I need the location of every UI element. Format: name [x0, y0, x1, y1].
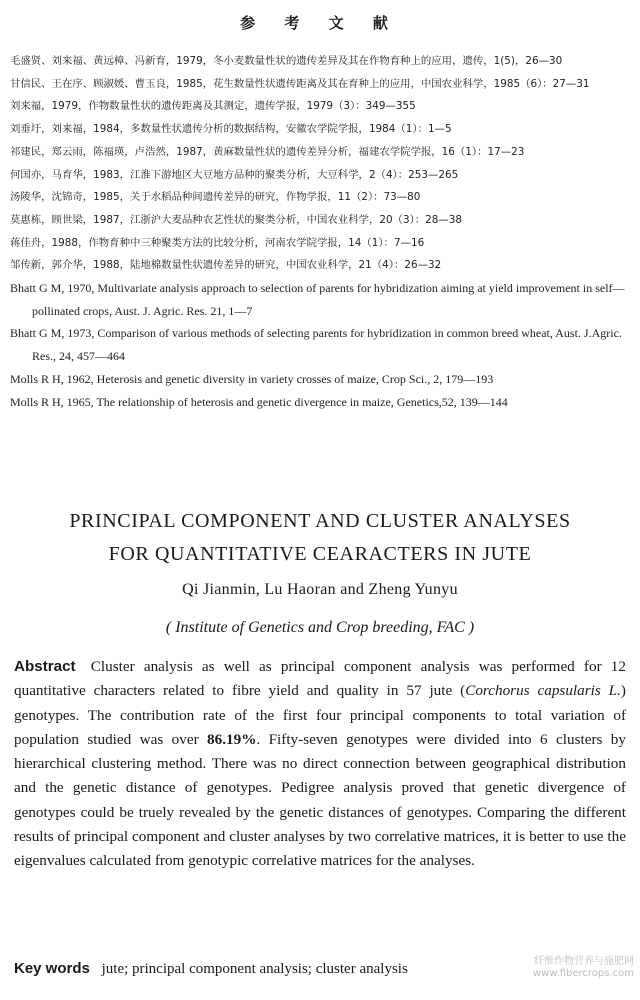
reference-item: Bhatt G M, 1970, Multivariate analysis approach to selection of parents for hybridization aiming at yield improvement in self—pollinated crops, Aust. J. Agric. Res. 21, 1—7 [10, 281, 625, 318]
site-watermark [533, 956, 634, 980]
species-name: Corchorus capsularis L. [465, 682, 621, 700]
reference-item: Molls R H, 1962, Heterosis and genetic diversity in variety crosses of maize, Crop Sci., 2, 179—193 [10, 371, 494, 386]
reference-item: 邹传新，郭介华，1988，陆地棉数量性状遗传差异的研究，中国农业科学，21（4）：26—32 [10, 259, 442, 272]
author-list: Qi Jianmin, Lu Haoran and Zheng Yunyu [182, 581, 458, 598]
reference-item: 何国亦，马育华，1983，江淮下游地区大豆地方品种的聚类分析，大豆科学，2（4）：253—265 [10, 168, 459, 181]
reference-item: 莫惠栋，顾世梁，1987，江浙沪大麦品种农艺性状的聚类分析，中国农业科学，20（3）：28—38 [10, 213, 462, 226]
paper-title [0, 505, 640, 571]
reference-item: 蒋佳舟，1988，作物育种中三种聚类方法的比较分析，河南农学院学报，14（1）：7—16 [10, 236, 425, 249]
paper-title-line-2: FOR QUANTITATIVE CEARACTERS IN JUTE [108, 543, 532, 565]
reference-item: Bhatt G M, 1973, Comparison of various methods of selecting parents for hybridization in common breed wheat, Aust. J.Agric. Res., 24, 457—464 [10, 326, 622, 364]
references-heading: 参 考 文 献 [240, 14, 400, 32]
reference-item: 祁建民，郑云雨，陈福瑛，卢浩然，1987，黄麻数量性状的遗传差异分析，福建农学院学报，16（1）：17—23 [10, 145, 525, 158]
reference-item: 刘垂圩，刘来福，1984，多数量性状遗传分析的数据结构，安徽农学院学报，1984（1）：1—5 [10, 123, 452, 136]
abstract-label: Abstract [14, 658, 76, 675]
keywords-text: jute; principal component analysis; cluster analysis [101, 961, 408, 977]
keywords-label: Key words [14, 960, 90, 977]
reference-item: 汤陵华，沈锦奇，1985，关于水稻品种间遗传差异的研究，作物学报，11（2）：73—80 [10, 191, 421, 204]
institution-line: ( Institute of Genetics and Crop breeding, FAC ) [165, 619, 475, 636]
reference-item: 刘来福，1979，作物数量性状的遗传距离及其测定，遗传学报，1979（3）：349—355 [10, 100, 416, 113]
reference-item: 甘信民、王在序、顾淑媛、曹玉良，1985，花生数量性状遗传距离及其在育种上的应用，中国农业科学，1985（6）：27—31 [10, 77, 590, 90]
contribution-rate-value: 86.19% [207, 730, 257, 748]
paper-title-line-1: PRINCIPAL COMPONENT AND CLUSTER ANALYSES [69, 510, 571, 532]
references-list [10, 50, 632, 413]
reference-item: Molls R H, 1965, The relationship of heterosis and genetic divergence in maize, Genetics,52, 139—144 [10, 394, 508, 409]
abstract-text-part-3: . Fifty-seven genotypes were divided into 6 clusters by hierarchical clustering method. There was no direct connection between geographical distribution and the genetic distance of genotypes. Pedigree analysis proved that genetic divergence of genotypes could be truely revealed by the genetic distances of genotypes. Comparing the different results of principal component and cluster analyses by two correlative matrices, it is better to use the eigenvalues calculated from genotypic correlative matrices for the analyses. [14, 730, 626, 870]
reference-item: 毛盛贤、刘来福、黄远樟、冯新育，1979，冬小麦数量性状的遗传差异及其在作物育种上的应用，遗传，1(5)，26—30 [10, 55, 563, 67]
abstract-paragraph [14, 655, 626, 874]
watermark-line-1: 纤维作物营养与施肥网 [534, 956, 634, 967]
abstract-text-part-1: Cluster analysis as well as principal component analysis was performed for 12 quantitative characters related to fibre yield and quality in 57 jute ( [14, 658, 626, 700]
watermark-line-2: www.fibercrops.com [532, 968, 634, 979]
abstract-text-part-2: ) genotypes. The contribution rate of the first four principal components to total variation of population studied was over [14, 682, 626, 748]
